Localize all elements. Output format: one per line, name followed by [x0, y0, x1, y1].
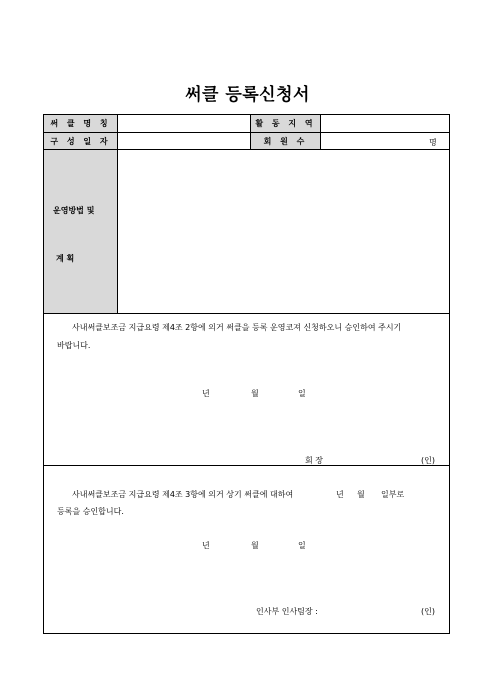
formed-date-field[interactable]	[118, 133, 250, 149]
application-date-month: 월	[251, 389, 259, 398]
column-divider	[250, 115, 251, 149]
activity-area-field[interactable]	[321, 115, 449, 132]
approval-seal: (인)	[421, 607, 435, 616]
plan-label-line2: 계 획	[56, 254, 75, 263]
approval-statement-line2: 등록을 승인합니다.	[57, 507, 124, 516]
approval-date-day: 일	[298, 541, 306, 550]
document-title: 써클 등록신청서	[185, 85, 310, 105]
approval-statement-line1: 사내써클보조금 지급요령 제4조 3항에 의거 상기 써클에 대하여	[72, 490, 294, 499]
application-date-year: 년	[202, 389, 210, 398]
approval-signer-label: 인사부 인사팀장 :	[256, 607, 318, 616]
approval-statement-year: 년	[336, 490, 344, 499]
plan-label-cell	[44, 150, 117, 313]
section-divider	[44, 465, 449, 466]
row-divider	[44, 149, 449, 150]
plan-label-line1: 운영방법 및	[53, 206, 95, 215]
formed-date-label: 구 성 일 자	[44, 133, 117, 149]
application-date-day: 일	[298, 389, 306, 398]
application-signer-label: 회 장	[305, 456, 323, 465]
approval-statement-month: 월	[357, 490, 365, 499]
column-divider	[320, 115, 321, 149]
registration-form	[43, 114, 450, 634]
application-statement-line2: 바랍니다.	[57, 341, 91, 350]
plan-content-field[interactable]	[118, 150, 449, 313]
circle-name-label: 써 클 명 칭	[44, 115, 117, 132]
application-statement-line1: 사내써클보조금 지급요령 제4조 2항에 의거 써클을 등록 운영코져 신청하오니 승인하여 주시기	[72, 323, 402, 332]
row-divider	[44, 132, 449, 133]
approval-date-year: 년	[202, 541, 210, 550]
approval-statement-suffix: 일부로	[381, 490, 405, 499]
approval-date-month: 월	[251, 541, 259, 550]
column-divider	[117, 115, 118, 313]
activity-area-label: 활 동 지 역	[251, 115, 320, 132]
member-count-label: 회 원 수	[251, 133, 320, 149]
application-seal: (인)	[421, 456, 435, 465]
row-divider	[44, 313, 449, 314]
circle-name-field[interactable]	[118, 115, 250, 132]
member-count-unit: 명	[429, 138, 437, 147]
